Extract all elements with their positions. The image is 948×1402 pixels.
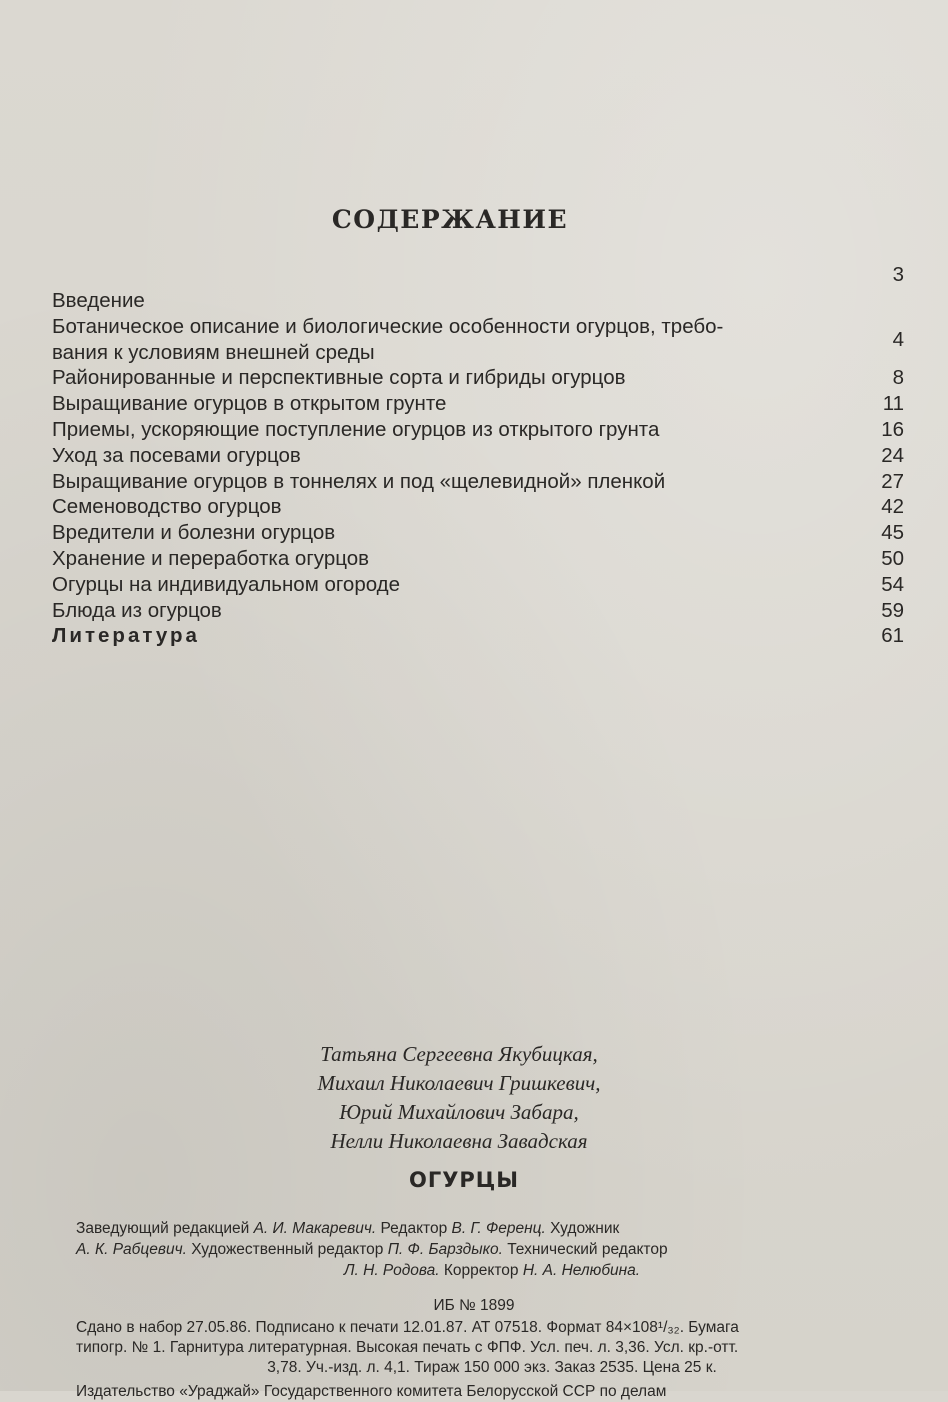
toc-entry-title: Ботаническое описание и биологические особенности огурцов, требо-: [52, 314, 724, 338]
toc-entry: [52, 623, 910, 649]
credit-role: Технический редактор: [507, 1241, 668, 1258]
toc-entry-page: 27: [881, 469, 904, 493]
credit-role: Художественный редактор: [191, 1241, 384, 1258]
book-title: ОГУРЦЫ: [408, 1168, 520, 1192]
author-name: Михаил Николаевич Гришкевич,: [317, 1071, 601, 1095]
toc-entry-title: Введение: [52, 289, 145, 312]
toc-entry-page: 24: [881, 443, 904, 467]
toc-entry: [52, 469, 910, 495]
editorial-credits: [76, 1218, 908, 1281]
toc-entry: [52, 263, 910, 314]
toc-entry-title: Огурцы на индивидуальном огороде: [52, 572, 401, 596]
credit-role: Редактор: [380, 1220, 448, 1237]
toc-entry: [52, 494, 910, 520]
toc-entry: [52, 417, 910, 443]
toc-entry-page: 8: [892, 366, 904, 390]
toc-entry-page: 50: [881, 546, 904, 570]
toc-entry-title: Районированные и перспективные сорта и гибриды огурцов: [52, 366, 626, 390]
print-details: [76, 1318, 908, 1378]
credits-line: [76, 1239, 908, 1260]
print-line: 3,78. Уч.-изд. л. 4,1. Тираж 150 000 экз. Заказ 2535. Цена 25 к.: [267, 1359, 717, 1376]
toc-entry-title: Блюда из огурцов: [52, 598, 222, 622]
author-name: Татьяна Сергеевна Якубицкая,: [320, 1042, 598, 1066]
toc-entry-title: Выращивание огурцов в тоннелях и под «щелевидной» пленкой: [52, 469, 666, 493]
toc-entry-page: 16: [881, 417, 904, 441]
toc-entry-page: 3: [892, 263, 904, 286]
print-line: типогр. № 1. Гарнитура литературная. Высокая печать с ФПФ. Усл. печ. л. 3,36. Усл. кр.-отт.: [76, 1339, 739, 1356]
authors-list: [0, 1040, 948, 1156]
table-of-contents: [52, 263, 910, 649]
credit-name: А. И. Макаревич.: [253, 1220, 377, 1237]
toc-entry-title: Семеноводство огурцов: [52, 495, 282, 519]
toc-entry: [52, 391, 910, 417]
print-line: Сдано в набор 27.05.86. Подписано к печати 12.01.87. АТ 07518. Формат 84×108¹/₃₂. Бумага: [76, 1319, 739, 1336]
toc-entry-page: 42: [881, 495, 904, 519]
publisher-line-cut: Издательство «Ураджай» Государственного комитета Белорусской ССР по делам: [76, 1383, 667, 1400]
author-name: Юрий Михайлович Забара,: [339, 1100, 579, 1124]
credit-role: Заведующий редакцией: [76, 1220, 250, 1237]
toc-entry: [52, 314, 910, 340]
toc-entry-page: 59: [881, 598, 904, 622]
toc-entry-page: 11: [882, 392, 904, 416]
credit-role: Художник: [550, 1220, 620, 1237]
toc-entry-title: Уход за посевами огурцов: [52, 443, 301, 467]
toc-entry-title: Приемы, ускоряющие поступление огурцов из открытого грунта: [52, 417, 660, 441]
toc-title: СОДЕРЖАНИЕ: [331, 205, 569, 234]
credit-name: Н. А. Нелюбина.: [522, 1262, 641, 1279]
toc-entry: [52, 327, 910, 366]
toc-entry: [52, 546, 910, 572]
toc-entry: [52, 443, 910, 469]
toc-entry: [52, 598, 910, 624]
toc-entry-title: вания к условиям внешней среды: [52, 340, 375, 364]
credits-line: [76, 1260, 908, 1281]
toc-entry: [52, 572, 910, 598]
credit-name: А. К. Рабцевич.: [76, 1241, 187, 1258]
toc-entry-page: 4: [892, 327, 904, 351]
toc-entry-title: Вредители и болезни огурцов: [52, 521, 336, 545]
toc-entry-page: 45: [881, 521, 904, 545]
author-name: Нелли Николаевна Завадская: [330, 1129, 588, 1153]
toc-entry-title: Хранение и переработка огурцов: [52, 546, 370, 570]
credits-line: [76, 1218, 908, 1239]
toc-entry: [52, 520, 910, 546]
toc-entry-page: 54: [881, 572, 904, 596]
credit-role: Корректор: [443, 1262, 519, 1279]
toc-entry: [52, 365, 910, 391]
toc-entry-title: Выращивание огурцов в открытом грунте: [52, 392, 447, 416]
credit-name: Л. Н. Родова.: [343, 1262, 440, 1279]
toc-entry-title: Литература: [52, 624, 200, 648]
ib-number: ИБ № 1899: [433, 1297, 515, 1314]
credit-name: П. Ф. Барздыко.: [387, 1241, 503, 1258]
toc-entry-page: 61: [881, 624, 904, 648]
credit-name: В. Г. Ференц.: [451, 1220, 546, 1237]
